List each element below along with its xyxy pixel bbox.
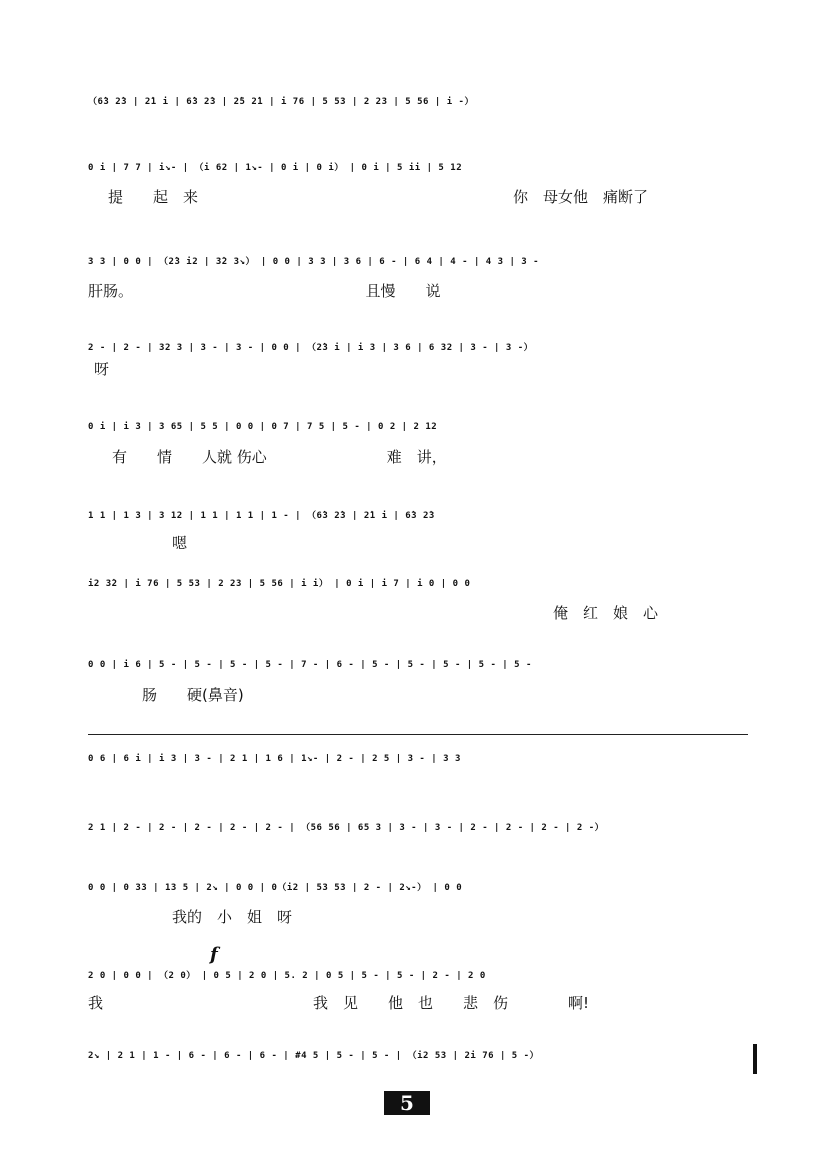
score-system — [88, 1046, 753, 1086]
score-system — [88, 966, 753, 1016]
score-system — [88, 92, 753, 132]
score-system — [88, 158, 753, 208]
page-number: 5 — [384, 1091, 430, 1115]
notation-line: 2 0 | 0 0 | （2 0） | 0 5 | 2 0 | 5. 2 | 0 5 | 5 - | 5 - | 2 - | 2 0 — [88, 971, 486, 981]
notation-line: 2 - | 2 - | 32 3 | 3 - | 3 - | 0 0 | （2̇3 i | i 3 | 3 6 | 6 32 | 3 - | 3 -） — [88, 343, 534, 353]
dynamic-forte-mark: f — [210, 944, 218, 965]
score-system — [88, 420, 753, 470]
lyrics-line: 有 情 人就 伤心 难 讲， — [112, 448, 447, 466]
notation-line: 2 1 | 2 - | 2 - | 2 - | 2 - | 2 - | （56 56 | 65 3 | 3 - | 3 - | 2 - | 2 - | 2 - | 2 -） — [88, 823, 605, 833]
score-system — [88, 506, 753, 556]
lyrics-line: 肠 硬(鼻音) — [142, 686, 244, 704]
notation-line: 0 i | i 3 | 3 65 | 5 5 | 0 0 | 0 7 | 7 5 | 5 - | 0 2 | 2 12 — [88, 422, 438, 432]
notation-line: 2↘ | 2 1 | 1 - | 6 - | 6 - | 6 - | #4 5 | 5 - | 5 - | （i2 53 | 2i 76 | 5 -） — [88, 1051, 540, 1061]
score-system — [88, 338, 753, 388]
notation-line: 1 1 | 1 3 | 3 12 | 1 1 | 1 1 | 1 - | （6̇3 2̇3 | 2̇1 i | 6̇3 2̇3 — [88, 511, 435, 521]
lyrics-line: 我 我 见 他 也 悲 伤 啊! — [88, 994, 590, 1012]
score-system — [88, 658, 753, 708]
final-barline — [753, 1044, 757, 1074]
notation-line: 0 6 | 6 i | i 3 | 3 - | 2 1 | 1 6 | 1↘- | 2 - | 2 5 | 3 - | 3 3 — [88, 754, 461, 764]
notation-line: 3 3 | 0 0 | （2̇3 i2 | 3̇2 3↘） | 0 0 | 3 3 | 3 6 | 6 - | 6 4 | 4 - | 4 3 | 3 - — [88, 257, 540, 267]
lyrics-line: 呀 — [94, 360, 110, 378]
notation-line: 0 i | 7 7 | i↘- | （i 62 | 1↘- | 0 i | 0 i） | 0 i | 5 ii | 5 12 — [88, 163, 463, 173]
lyrics-line: 俺 红 娘 心 — [553, 604, 659, 622]
lyrics-line: 肝肠。 且慢 说 — [88, 282, 441, 300]
notation-line: i2 3̇2 | i 76 | 5 53 | 2 23 | 5 56 | i i） | 0 i | i 7 | i 0 | 0 0 — [88, 579, 471, 589]
notation-line: （6̇3 2̇3 | 2̇1 i | 6̇3 2̇3 | 2̇5 2̇1 | i 76 | 5 53 | 2 23 | 5 56 | i -） — [88, 97, 474, 107]
score-system — [88, 878, 753, 928]
lyrics-line: 嗯 — [172, 534, 188, 552]
score-system — [88, 574, 753, 624]
score-system — [88, 252, 753, 302]
lyrics-line: 我的 小 姐 呀 — [172, 908, 293, 926]
divider-line — [88, 734, 748, 735]
score-system — [88, 818, 753, 858]
notation-line: 0 0 | i 6 | 5 - | 5 - | 5 - | 5 - | 7 - | 6 - | 5 - | 5 - | 5 - | 5 - | 5 - — [88, 660, 532, 670]
notation-line: 0 0 | 0 33 | 13 5 | 2↘ | 0 0 | 0（i2 | 53 53 | 2 - | 2↘-） | 0 0 — [88, 883, 463, 893]
score-system — [88, 752, 753, 792]
lyrics-line: 提 起 来 你 母女他 痛断了 — [108, 188, 649, 206]
